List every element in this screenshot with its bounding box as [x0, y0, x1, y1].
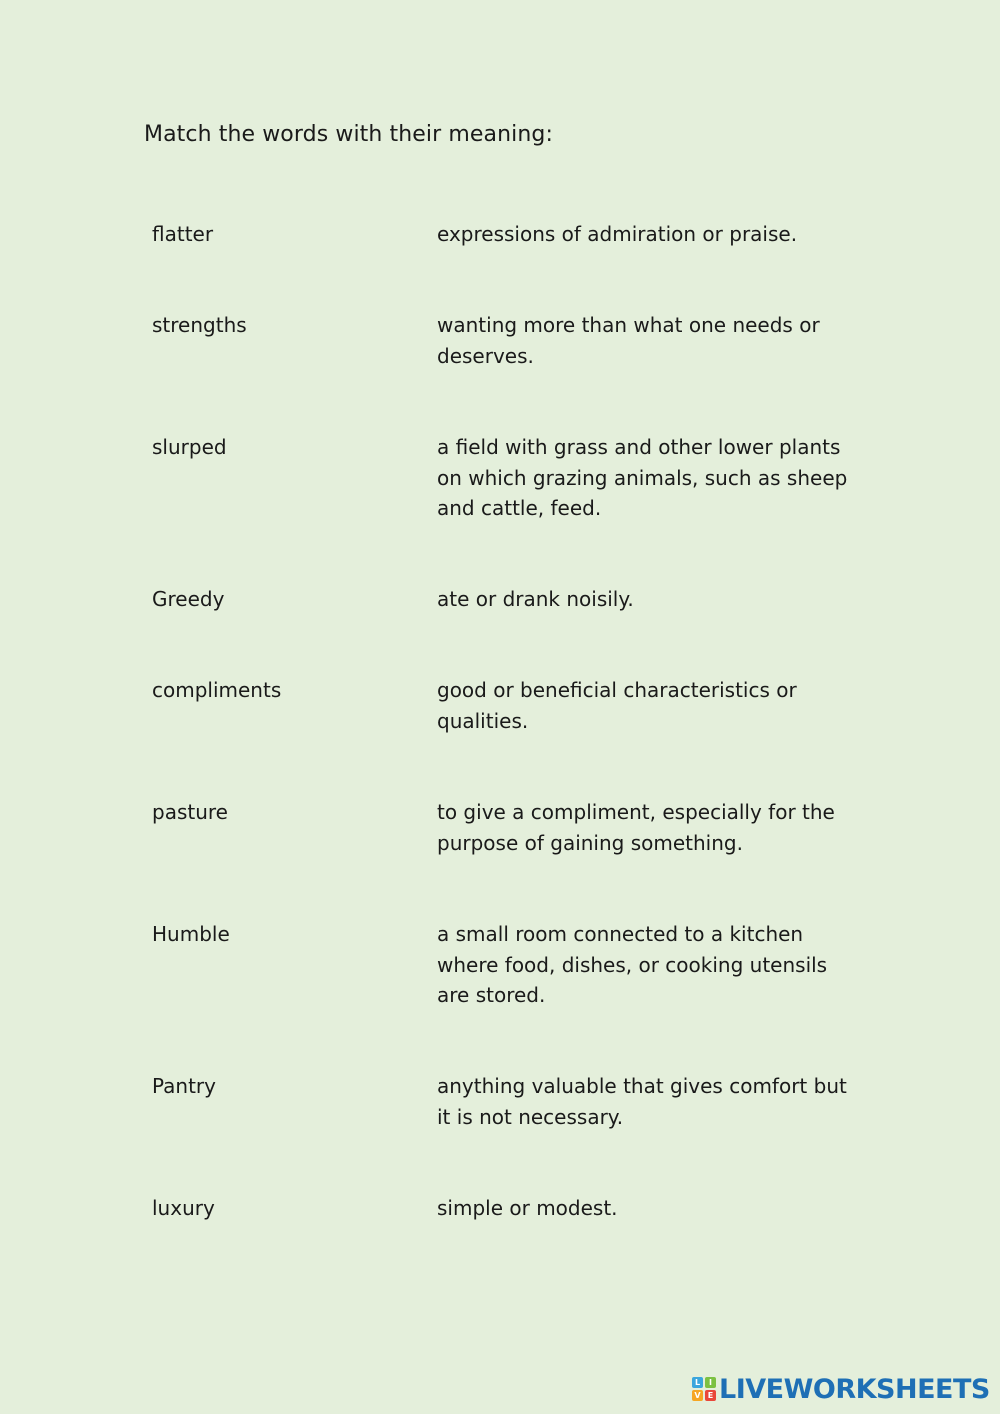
word-meaning[interactable]: good or beneficial characteristics or qualities.: [437, 678, 797, 733]
worksheet-instructions: Match the words with their meaning:: [144, 122, 553, 147]
word-meaning[interactable]: expressions of admiration or praise.: [437, 222, 798, 246]
logo-wordmark: LIVEWORKSHEETS: [719, 1373, 990, 1405]
vocabulary-word[interactable]: Pantry: [152, 1074, 216, 1098]
vocabulary-word[interactable]: pasture: [152, 800, 228, 824]
word-meaning[interactable]: wanting more than what one needs or deserves.: [437, 313, 820, 368]
liveworksheets-mark-icon: [692, 1377, 716, 1401]
logo-letter: V: [692, 1390, 703, 1401]
logo-letter: E: [705, 1390, 716, 1401]
word-meaning[interactable]: ate or drank noisily.: [437, 587, 634, 611]
vocabulary-word[interactable]: Humble: [152, 922, 230, 946]
word-meaning[interactable]: a small room connected to a kitchen where food, dishes, or cooking utensils are stored.: [437, 922, 828, 1007]
liveworksheets-logo: [692, 1372, 990, 1406]
vocabulary-word[interactable]: luxury: [152, 1196, 215, 1220]
vocabulary-word[interactable]: compliments: [152, 678, 282, 702]
vocabulary-word[interactable]: Greedy: [152, 587, 225, 611]
word-meaning[interactable]: a field with grass and other lower plants on which grazing animals, such as sheep and cattle, feed.: [437, 435, 848, 520]
vocabulary-word[interactable]: strengths: [152, 313, 247, 337]
vocabulary-word[interactable]: slurped: [152, 435, 227, 459]
vocabulary-word[interactable]: flatter: [152, 222, 214, 246]
logo-letter: I: [705, 1377, 716, 1388]
word-meaning[interactable]: to give a compliment, especially for the purpose of gaining something.: [437, 800, 835, 855]
word-meaning[interactable]: anything valuable that gives comfort but it is not necessary.: [437, 1074, 847, 1129]
word-meaning[interactable]: simple or modest.: [437, 1196, 618, 1220]
logo-letter: L: [692, 1377, 703, 1388]
